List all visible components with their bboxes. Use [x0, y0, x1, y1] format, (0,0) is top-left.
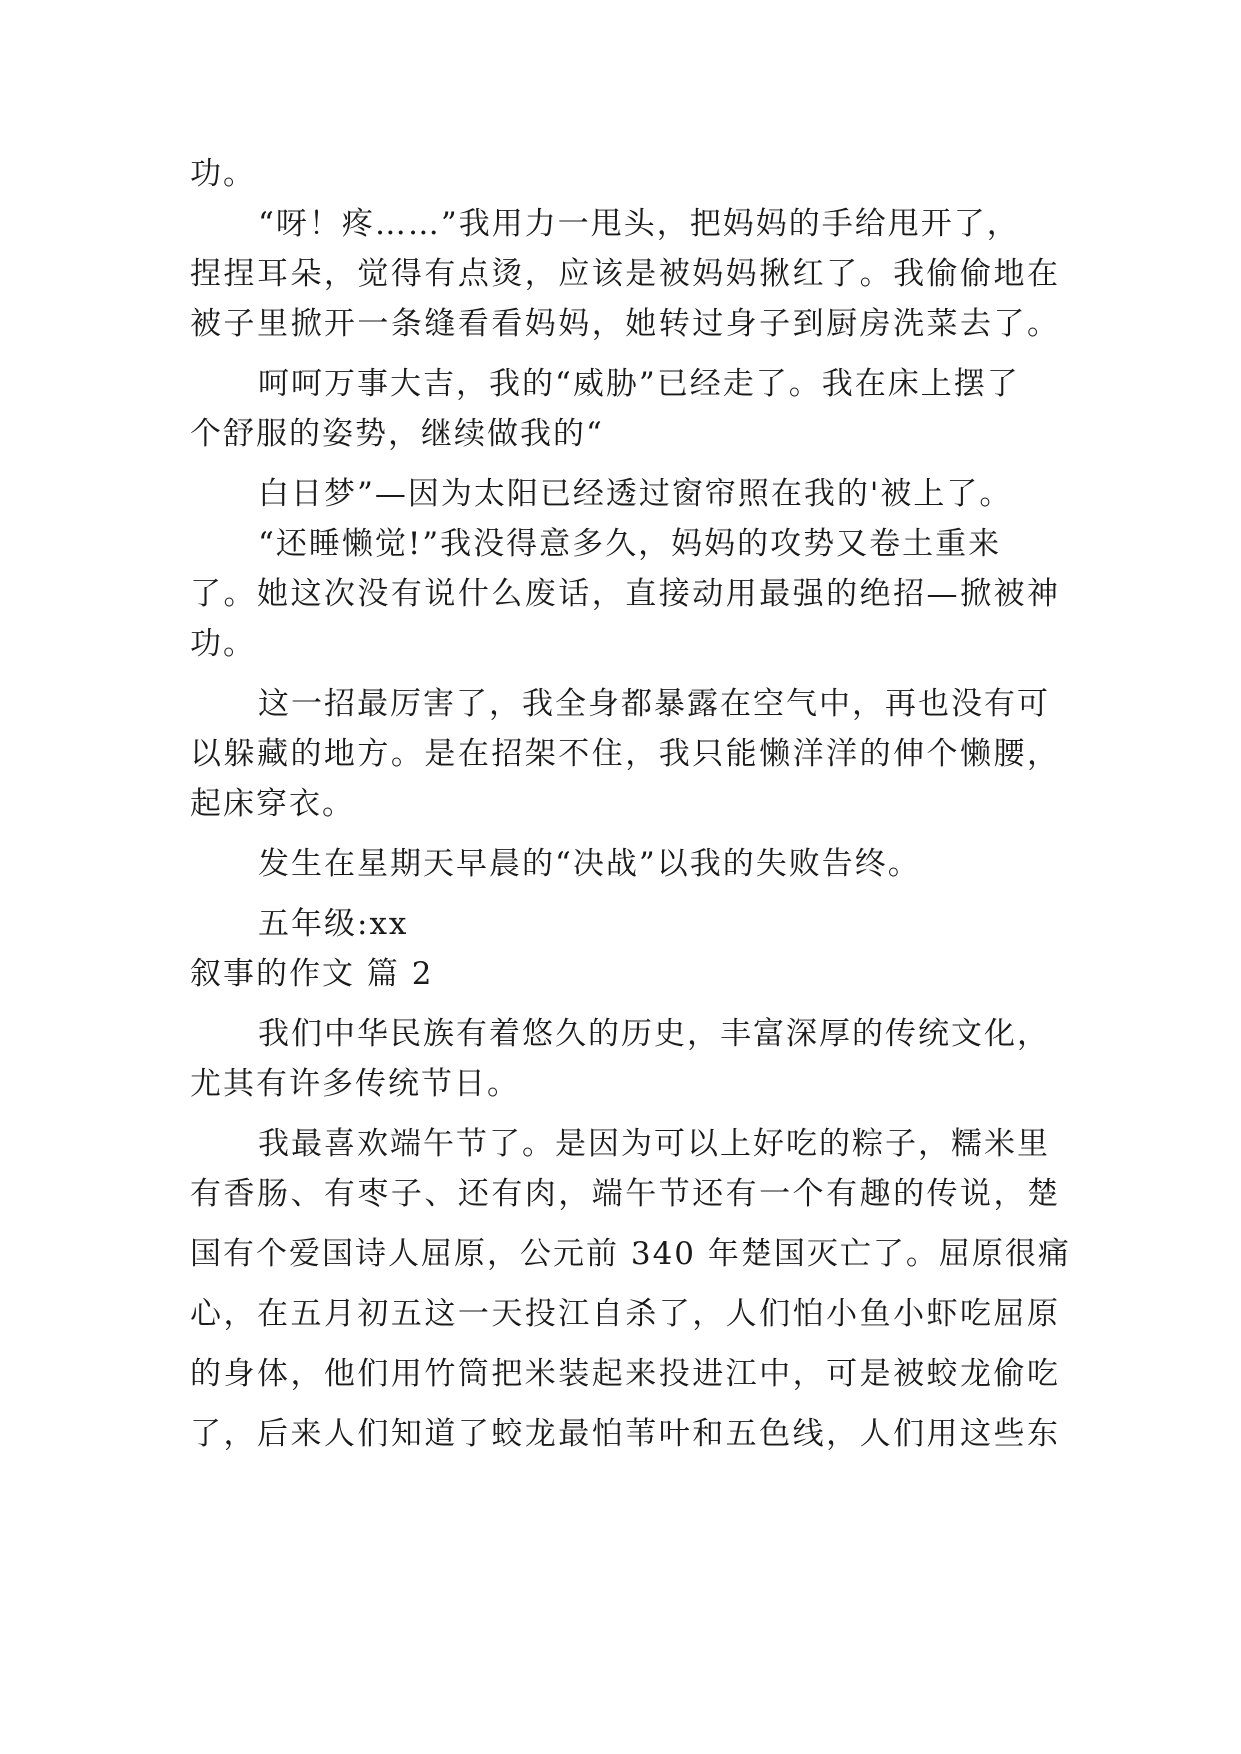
text-line: 了，后来人们知道了蛟龙最怕苇叶和五色线，人们用这些东 — [190, 1416, 1060, 1452]
text-line: 我们中华民族有着悠久的历史，丰富深厚的传统文化， — [258, 1016, 1050, 1052]
text-line: 有香肠、有枣子、还有肉，端午节还有一个有趣的传说，楚 — [190, 1176, 1060, 1212]
section-heading: 叙事的作文 篇 2 — [190, 956, 434, 992]
text-line: 功。 — [190, 156, 256, 192]
text-line: 的身体，他们用竹筒把米装起来投进江中，可是被蛟龙偷吃 — [190, 1356, 1060, 1392]
text-line: “还睡懒觉!”我没得意多久，妈妈的攻势又卷土重来 — [258, 526, 1002, 562]
text-line: 尤其有许多传统节日。 — [190, 1066, 520, 1102]
text-line: 个舒服的姿势，继续做我的“ — [190, 416, 604, 452]
text-line: 白日梦”—因为太阳已经透过窗帘照在我的'被上了。 — [258, 476, 1013, 512]
text-line: 捏捏耳朵，觉得有点烫，应该是被妈妈揪红了。我偷偷地在 — [190, 256, 1060, 292]
text-line: 发生在星期天早晨的“决战”以我的失败告终。 — [258, 846, 921, 882]
text-line: 以躲藏的地方。是在招架不住，我只能懒洋洋的伸个懒腰， — [190, 736, 1060, 772]
text-line: 被子里掀开一条缝看看妈妈，她转过身子到厨房洗菜去了。 — [190, 306, 1060, 342]
text-line: 心，在五月初五这一天投江自杀了，人们怕小鱼小虾吃屈原 — [190, 1296, 1060, 1332]
text-line: 国有个爱国诗人屈原，公元前 340 年楚国灭亡了。屈原很痛 — [190, 1236, 1071, 1272]
text-line: 我最喜欢端午节了。是因为可以上好吃的粽子，糯米里 — [258, 1126, 1050, 1162]
text-line: “呀！疼……”我用力一甩头，把妈妈的手给甩开了， — [258, 206, 1020, 242]
text-line: 五年级:xx — [258, 906, 409, 942]
text-line: 呵呵万事大吉，我的“威胁”已经走了。我在床上摆了 — [258, 366, 1020, 402]
text-line: 了。她这次没有说什么废话，直接动用最强的绝招—掀被神 — [190, 576, 1060, 612]
text-line: 这一招最厉害了，我全身都暴露在空气中，再也没有可 — [258, 686, 1050, 722]
text-line: 功。 — [190, 626, 256, 662]
text-line: 起床穿衣。 — [190, 786, 355, 822]
